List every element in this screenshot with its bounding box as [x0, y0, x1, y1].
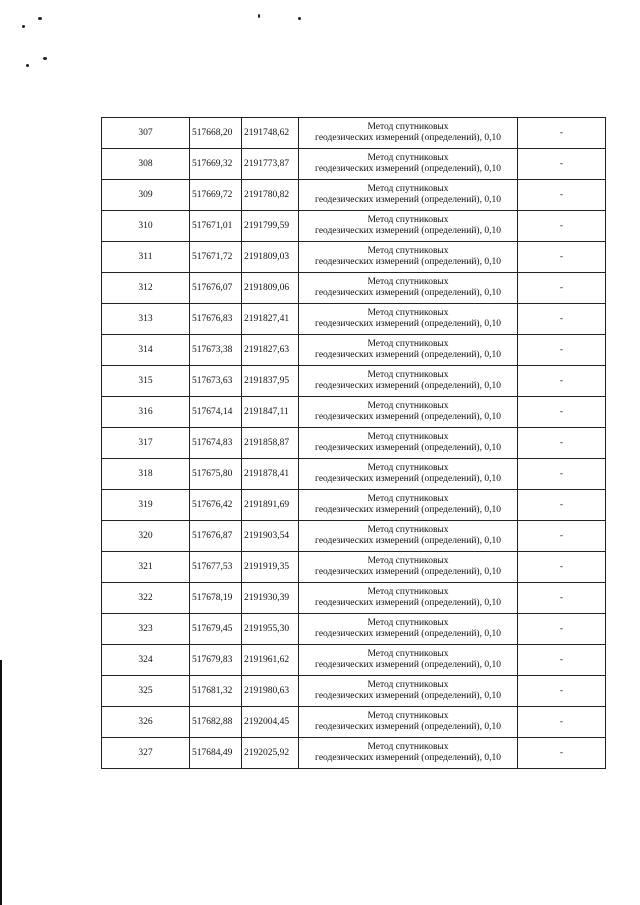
extra-cell: -: [518, 459, 606, 490]
coordinate-y: 2191961,62: [242, 645, 299, 676]
point-number: 321: [102, 552, 190, 583]
point-number: 311: [102, 242, 190, 273]
method-line-2: геодезических измерений (определений), 0,10: [315, 629, 501, 639]
method-line-2: геодезических измерений (определений), 0,10: [315, 691, 501, 701]
method-line-1: Метод спутниковых: [367, 308, 449, 318]
table-row: [102, 428, 606, 459]
coordinate-x: 517676,87: [190, 521, 242, 552]
extra-cell: -: [518, 738, 606, 769]
coordinate-y: 2191827,41: [242, 304, 299, 335]
method-line-1: Метод спутниковых: [367, 587, 449, 597]
method-line-1: Метод спутниковых: [367, 246, 449, 256]
method-cell: [299, 738, 518, 769]
method-cell: [299, 459, 518, 490]
table-row: [102, 366, 606, 397]
table-row: [102, 645, 606, 676]
coordinate-y: 2191827,63: [242, 335, 299, 366]
table-row: [102, 738, 606, 769]
method-line-1: Метод спутниковых: [367, 556, 449, 566]
method-cell: [299, 397, 518, 428]
method-line-1: Метод спутниковых: [367, 463, 449, 473]
coordinate-x: 517669,72: [190, 180, 242, 211]
coordinate-x: 517678,19: [190, 583, 242, 614]
coordinate-x: 517674,14: [190, 397, 242, 428]
point-number: 315: [102, 366, 190, 397]
extra-cell: -: [518, 552, 606, 583]
method-line-2: геодезических измерений (определений), 0,10: [315, 443, 501, 453]
coordinate-y: 2192025,92: [242, 738, 299, 769]
table-row: [102, 490, 606, 521]
method-line-1: Метод спутниковых: [367, 153, 449, 163]
point-number: 313: [102, 304, 190, 335]
method-cell: [299, 614, 518, 645]
method-line-1: Метод спутниковых: [367, 649, 449, 659]
table-row: [102, 149, 606, 180]
method-line-1: Метод спутниковых: [367, 277, 449, 287]
coordinate-x: 517669,32: [190, 149, 242, 180]
method-cell: [299, 118, 518, 149]
point-number: 327: [102, 738, 190, 769]
coordinate-y: 2191858,87: [242, 428, 299, 459]
coordinate-x: 517676,83: [190, 304, 242, 335]
method-cell: [299, 490, 518, 521]
table-row: [102, 521, 606, 552]
coordinate-y: 2191773,87: [242, 149, 299, 180]
table-row: [102, 397, 606, 428]
coordinate-x: 517682,88: [190, 707, 242, 738]
extra-cell: -: [518, 149, 606, 180]
method-line-1: Метод спутниковых: [367, 432, 449, 442]
method-line-1: Метод спутниковых: [367, 494, 449, 504]
coordinate-x: 517677,53: [190, 552, 242, 583]
coordinate-y: 2191930,39: [242, 583, 299, 614]
point-number: 312: [102, 273, 190, 304]
method-line-1: Метод спутниковых: [367, 680, 449, 690]
coordinate-x: 517668,20: [190, 118, 242, 149]
method-cell: [299, 676, 518, 707]
point-number: 324: [102, 645, 190, 676]
coordinate-x: 517675,80: [190, 459, 242, 490]
method-line-1: Метод спутниковых: [367, 742, 449, 752]
coordinate-x: 517671,01: [190, 211, 242, 242]
coordinate-y: 2191748,62: [242, 118, 299, 149]
point-number: 325: [102, 676, 190, 707]
method-line-1: Метод спутниковых: [367, 401, 449, 411]
method-line-2: геодезических измерений (определений), 0,10: [315, 133, 501, 143]
coordinate-y: 2191980,63: [242, 676, 299, 707]
point-number: 317: [102, 428, 190, 459]
coordinate-x: 517673,38: [190, 335, 242, 366]
method-cell: [299, 521, 518, 552]
point-number: 326: [102, 707, 190, 738]
method-line-1: Метод спутниковых: [367, 370, 449, 380]
point-number: 322: [102, 583, 190, 614]
method-line-2: геодезических измерений (определений), 0,10: [315, 660, 501, 670]
method-line-1: Метод спутниковых: [367, 215, 449, 225]
extra-cell: -: [518, 428, 606, 459]
method-cell: [299, 335, 518, 366]
coordinate-y: 2191780,82: [242, 180, 299, 211]
coordinate-x: 517676,42: [190, 490, 242, 521]
method-line-1: Метод спутниковых: [367, 339, 449, 349]
table-row: [102, 304, 606, 335]
method-line-2: геодезических измерений (определений), 0,10: [315, 381, 501, 391]
table-row: [102, 676, 606, 707]
extra-cell: -: [518, 211, 606, 242]
coordinate-y: 2191878,41: [242, 459, 299, 490]
coordinate-y: 2191919,35: [242, 552, 299, 583]
table-row: [102, 459, 606, 490]
method-cell: [299, 645, 518, 676]
method-line-2: геодезических измерений (определений), 0,10: [315, 598, 501, 608]
coordinate-x: 517673,63: [190, 366, 242, 397]
method-cell: [299, 273, 518, 304]
method-cell: [299, 149, 518, 180]
method-line-2: геодезических измерений (определений), 0,10: [315, 474, 501, 484]
method-line-2: геодезических измерений (определений), 0,10: [315, 567, 501, 577]
coordinate-y: 2191891,69: [242, 490, 299, 521]
coordinate-y: 2191955,30: [242, 614, 299, 645]
point-number: 307: [102, 118, 190, 149]
point-number: 320: [102, 521, 190, 552]
extra-cell: -: [518, 521, 606, 552]
scan-speck: [38, 17, 42, 20]
scan-speck: [298, 17, 301, 20]
method-cell: [299, 211, 518, 242]
table-row: [102, 242, 606, 273]
method-line-1: Метод спутниковых: [367, 122, 449, 132]
method-line-2: геодезических измерений (определений), 0,10: [315, 350, 501, 360]
method-line-1: Метод спутниковых: [367, 711, 449, 721]
point-number: 319: [102, 490, 190, 521]
coordinate-y: 2192004,45: [242, 707, 299, 738]
coordinate-y: 2191903,54: [242, 521, 299, 552]
method-cell: [299, 583, 518, 614]
table-row: [102, 552, 606, 583]
table-row: [102, 583, 606, 614]
table-row: [102, 211, 606, 242]
method-line-2: геодезических измерений (определений), 0,10: [315, 412, 501, 422]
method-line-2: геодезических измерений (определений), 0,10: [315, 288, 501, 298]
scan-speck: [258, 14, 260, 18]
extra-cell: -: [518, 242, 606, 273]
coordinate-x: 517671,72: [190, 242, 242, 273]
extra-cell: -: [518, 397, 606, 428]
scan-speck: [26, 64, 29, 67]
point-number: 314: [102, 335, 190, 366]
method-line-2: геодезических измерений (определений), 0,10: [315, 226, 501, 236]
coordinates-table-body: [102, 118, 606, 769]
coordinate-x: 517684,49: [190, 738, 242, 769]
table-row: [102, 180, 606, 211]
coordinates-table: [101, 117, 606, 769]
method-cell: [299, 242, 518, 273]
method-line-2: геодезических измерений (определений), 0,10: [315, 164, 501, 174]
method-cell: [299, 180, 518, 211]
method-cell: [299, 707, 518, 738]
method-line-1: Метод спутниковых: [367, 184, 449, 194]
extra-cell: -: [518, 707, 606, 738]
method-line-2: геодезических измерений (определений), 0,10: [315, 722, 501, 732]
extra-cell: -: [518, 366, 606, 397]
method-cell: [299, 428, 518, 459]
coordinate-x: 517674,83: [190, 428, 242, 459]
scan-speck: [22, 25, 25, 28]
method-line-2: геодезических измерений (определений), 0,10: [315, 195, 501, 205]
method-line-2: геодезических измерений (определений), 0,10: [315, 536, 501, 546]
point-number: 309: [102, 180, 190, 211]
coordinate-y: 2191799,59: [242, 211, 299, 242]
point-number: 323: [102, 614, 190, 645]
table-row: [102, 273, 606, 304]
method-cell: [299, 304, 518, 335]
coordinate-y: 2191809,03: [242, 242, 299, 273]
point-number: 308: [102, 149, 190, 180]
coordinate-x: 517679,45: [190, 614, 242, 645]
method-line-2: геодезических измерений (определений), 0,10: [315, 505, 501, 515]
method-cell: [299, 366, 518, 397]
table-row: [102, 118, 606, 149]
extra-cell: -: [518, 490, 606, 521]
table-row: [102, 614, 606, 645]
scan-edge: [0, 660, 2, 905]
point-number: 318: [102, 459, 190, 490]
extra-cell: -: [518, 676, 606, 707]
table-row: [102, 707, 606, 738]
table-row: [102, 335, 606, 366]
coordinate-y: 2191847,11: [242, 397, 299, 428]
extra-cell: -: [518, 304, 606, 335]
method-line-2: геодезических измерений (определений), 0,10: [315, 257, 501, 267]
extra-cell: -: [518, 645, 606, 676]
point-number: 310: [102, 211, 190, 242]
coordinate-x: 517679,83: [190, 645, 242, 676]
extra-cell: -: [518, 180, 606, 211]
extra-cell: -: [518, 335, 606, 366]
coordinate-x: 517681,32: [190, 676, 242, 707]
method-line-2: геодезических измерений (определений), 0,10: [315, 753, 501, 763]
extra-cell: -: [518, 614, 606, 645]
method-line-1: Метод спутниковых: [367, 525, 449, 535]
method-line-2: геодезических измерений (определений), 0,10: [315, 319, 501, 329]
coordinate-y: 2191837,95: [242, 366, 299, 397]
extra-cell: -: [518, 583, 606, 614]
point-number: 316: [102, 397, 190, 428]
coordinate-y: 2191809,06: [242, 273, 299, 304]
method-line-1: Метод спутниковых: [367, 618, 449, 628]
extra-cell: -: [518, 273, 606, 304]
coordinate-x: 517676,07: [190, 273, 242, 304]
extra-cell: -: [518, 118, 606, 149]
scan-speck: [43, 57, 47, 60]
method-cell: [299, 552, 518, 583]
